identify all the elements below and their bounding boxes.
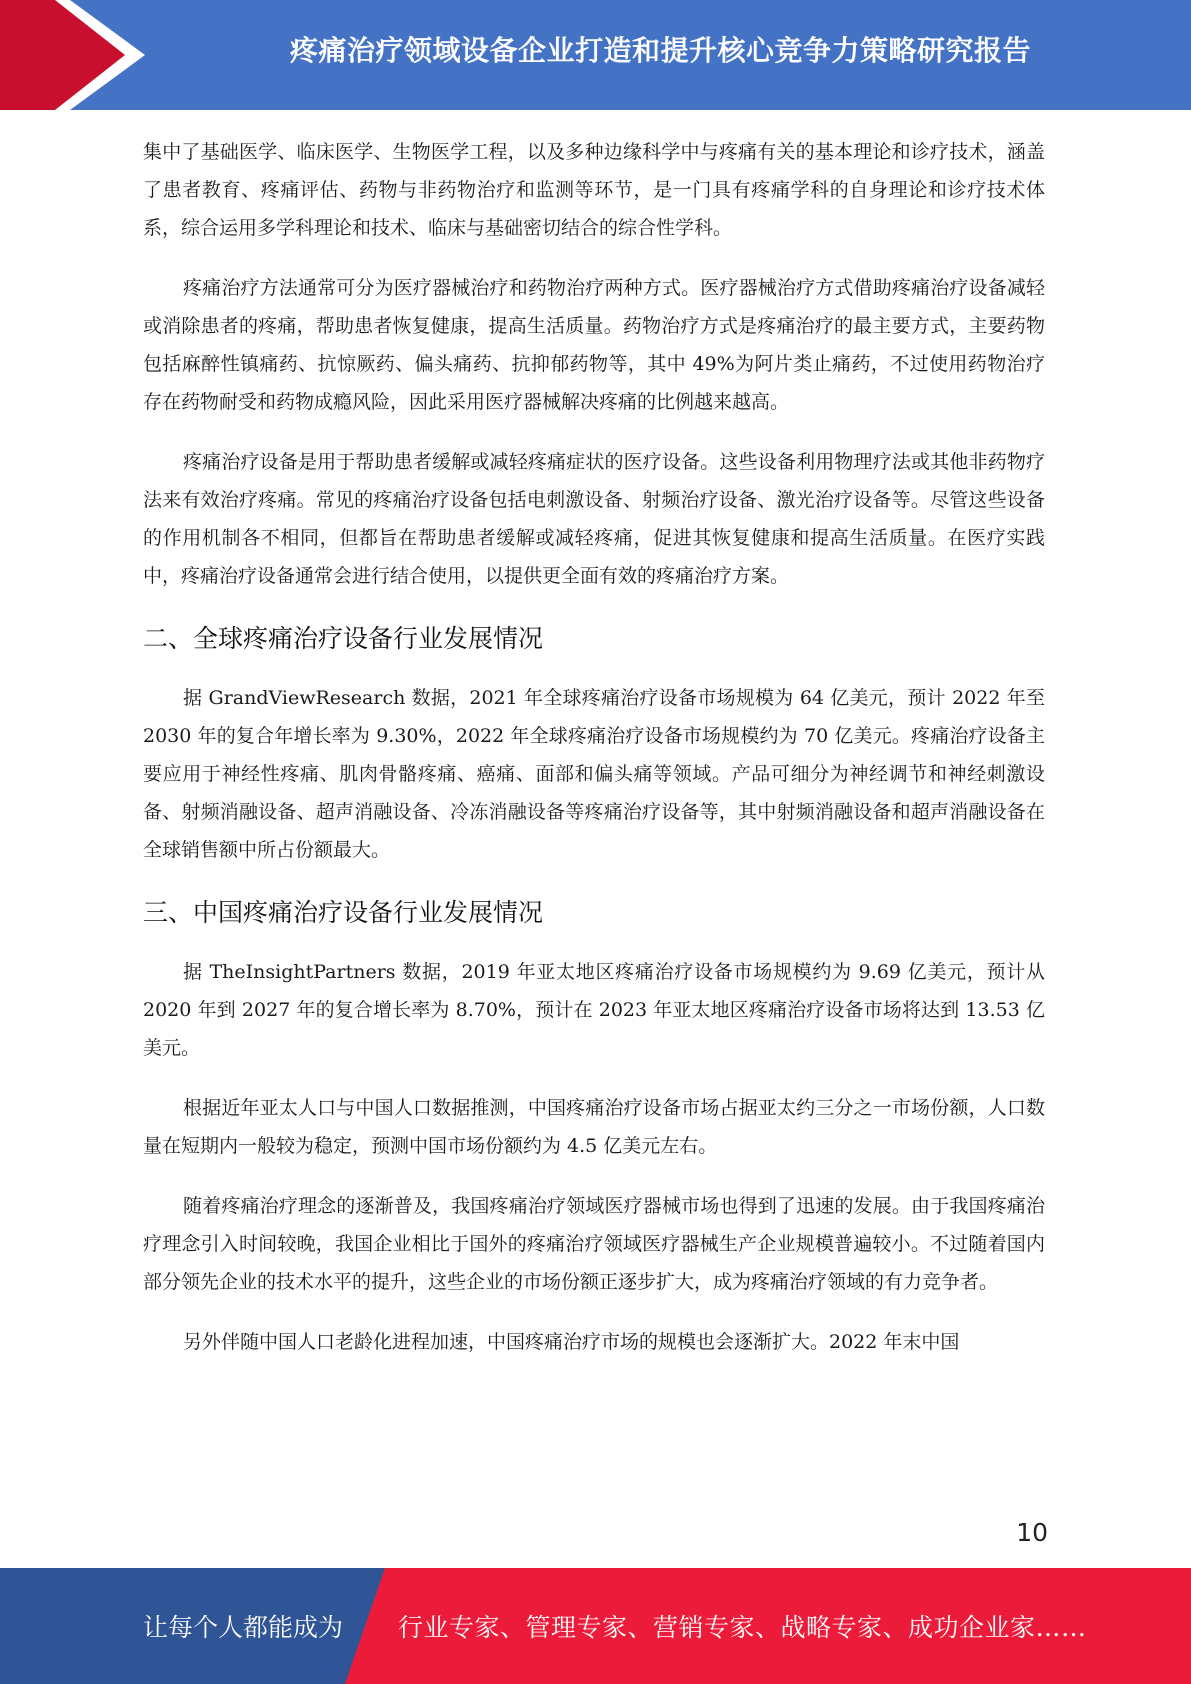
page-number: 10 — [1016, 1518, 1048, 1547]
body-paragraph: 疼痛治疗方法通常可分为医疗器械治疗和药物治疗两种方式。医疗器械治疗方式借助疼痛治疗设备减轻或消除患者的疼痛，帮助患者恢复健康，提高生活质量。药物治疗方式是疼痛治疗的最主要方式，主要药物包括麻醉性镇痛药、抗惊厥药、偏头痛药、抗抑郁药物等，其中 49%为阿片类止痛药，不过使用药物治疗存在药物耐受和药物成瘾风险，因此采用医疗器械解决疼痛的比例越来越高。 — [143, 277, 1045, 413]
body-paragraph: 集中了基础医学、临床医学、生物医学工程，以及多种边缘科学中与疼痛有关的基本理论和诊疗技术，涵盖了患者教育、疼痛评估、药物与非药物治疗和监测等环节，是一门具有疼痛学科的自身理论和诊疗技术体系，综合运用多学科理论和技术、临床与基础密切结合的综合性学科。 — [143, 141, 1045, 239]
page-header — [0, 0, 1191, 110]
footer-slogan-left: 让每个人都能成为 — [143, 1613, 344, 1642]
footer-slogan-right: 行业专家、管理专家、营销专家、战略专家、成功企业家…… — [398, 1613, 1087, 1642]
body-paragraph: 据 TheInsightPartners 数据，2019 年亚太地区疼痛治疗设备市场规模约为 9.69 亿美元，预计从 2020 年到 2027 年的复合增长率为 8.70%，预计在 2023 年亚太地区疼痛治疗设备市场将达到 13.53 亿美元。 — [143, 961, 1045, 1059]
body-paragraph: 据 GrandViewResearch 数据，2021 年全球疼痛治疗设备市场规模为 64 亿美元，预计 2022 年至 2030 年的复合年增长率为 9.30%，2022 年全球疼痛治疗设备市场规模约为 70 亿美元。疼痛治疗设备主要应用于神经性疼痛、肌肉骨骼疼痛、癌痛、面部和偏头痛等领域。产品可细分为神经调节和神经刺激设备、射频消融设备、超声消融设备、冷冻消融设备等疼痛治疗设备等，其中射频消融设备和超声消融设备在全球销售额中所占份额最大。 — [143, 687, 1045, 861]
section-heading: 二、全球疼痛治疗设备行业发展情况 — [143, 624, 544, 653]
body-paragraph: 随着疼痛治疗理念的逐渐普及，我国疼痛治疗领域医疗器械市场也得到了迅速的发展。由于我国疼痛治疗理念引入时间较晚，我国企业相比于国外的疼痛治疗领域医疗器械生产企业规模普遍较小。不过随着国内部分领先企业的技术水平的提升，这些企业的市场份额正逐步扩大，成为疼痛治疗领域的有力竞争者。 — [143, 1195, 1045, 1293]
body-paragraph: 疼痛治疗设备是用于帮助患者缓解或减轻疼痛症状的医疗设备。这些设备利用物理疗法或其他非药物疗法来有效治疗疼痛。常见的疼痛治疗设备包括电刺激设备、射频治疗设备、激光治疗设备等。尽管这些设备的作用机制各不相同，但都旨在帮助患者缓解或减轻疼痛，促进其恢复健康和提高生活质量。在医疗实践中，疼痛治疗设备通常会进行结合使用，以提供更全面有效的疼痛治疗方案。 — [143, 451, 1045, 587]
section-heading: 三、中国疼痛治疗设备行业发展情况 — [143, 898, 544, 927]
main-content — [143, 133, 1045, 1383]
report-title: 疼痛治疗领域设备企业打造和提升核心竞争力策略研究报告 — [289, 34, 1031, 67]
page-footer — [0, 1568, 1191, 1684]
header-arrow-decoration — [0, 0, 170, 110]
body-paragraph: 根据近年亚太人口与中国人口数据推测，中国疼痛治疗设备市场占据亚太约三分之一市场份额，人口数量在短期内一般较为稳定，预测中国市场份额约为 4.5 亿美元左右。 — [143, 1097, 1045, 1157]
body-paragraph: 另外伴随中国人口老龄化进程加速，中国疼痛治疗市场的规模也会逐渐扩大。2022 年末中国 — [183, 1331, 960, 1353]
